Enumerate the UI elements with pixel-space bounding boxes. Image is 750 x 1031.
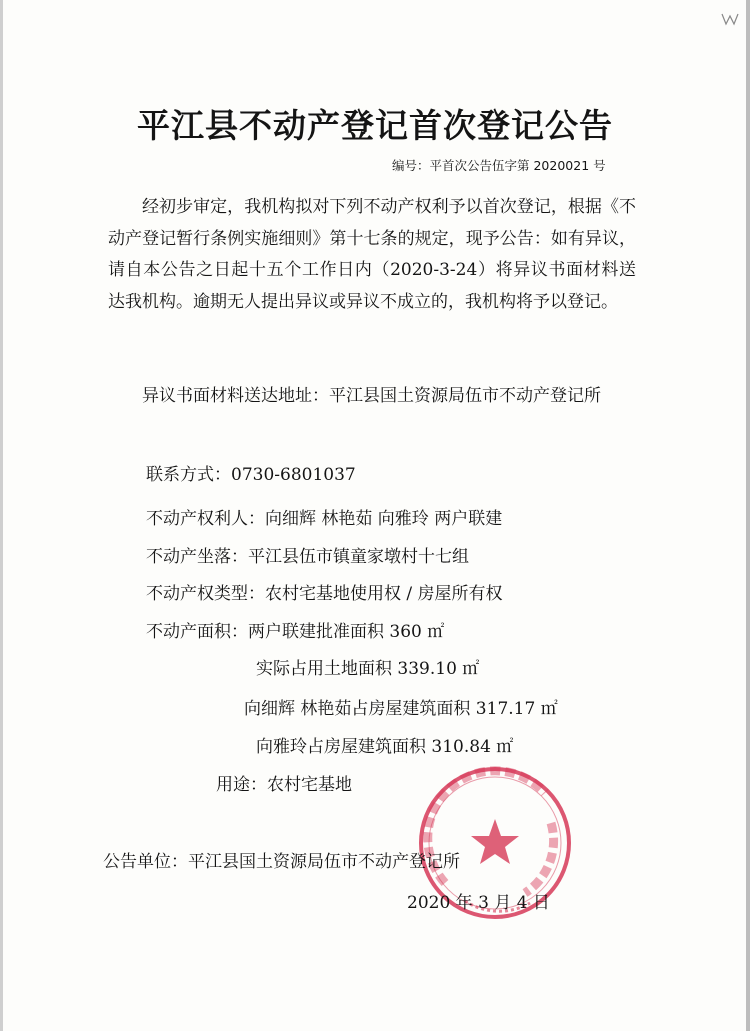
right-type-line: 不动产权类型：农村宅基地使用权 / 房屋所有权: [146, 584, 503, 604]
rights-holders-line: 不动产权利人：向细辉 林艳茹 向雅玲 两户联建: [146, 509, 503, 529]
area-land-line: 实际占用土地面积 339.10 ㎡: [256, 659, 480, 679]
notice-title: 平江县不动产登记首次登记公告: [137, 106, 613, 145]
location-line: 不动产坐落：平江县伍市镇童家墩村十七组: [146, 547, 469, 567]
usage-line: 用途：农村宅基地: [216, 775, 352, 795]
area-approved-line: 不动产面积：两户联建批准面积 360 ㎡: [146, 622, 445, 642]
contact-line: 联系方式：0730-6801037: [146, 465, 356, 485]
issuer-line: 公告单位：平江县国土资源局伍市不动产登记所: [103, 852, 460, 872]
document-number: 编号：平首次公告伍字第 2020021 号: [392, 158, 606, 173]
issue-date: 2020 年 3 月 4 日: [407, 893, 550, 913]
scan-edge-left: [0, 0, 3, 1031]
scan-edge-right: [746, 0, 750, 1031]
area-building-1-line: 向细辉 林艳茹占房屋建筑面积 317.17 ㎡: [244, 699, 558, 719]
notice-paragraph-2: 异议书面材料送达地址：平江县国土资源局伍市不动产登记所: [142, 386, 601, 406]
scan-mark-icon: [720, 12, 740, 26]
notice-paragraph-1: 经初步审定，我机构拟对下列不动产权利予以首次登记，根据《不动产登记暂行条例实施细则》第十七条的规定，现予公告：如有异议，请自本公告之日起十五个工作日内（2020-3-24）将异议书面材料送达我机构。逾期无人提出异议或异议不成立的，我机构将予以登记。: [108, 197, 636, 312]
area-building-2-line: 向雅玲占房屋建筑面积 310.84 ㎡: [256, 737, 514, 757]
